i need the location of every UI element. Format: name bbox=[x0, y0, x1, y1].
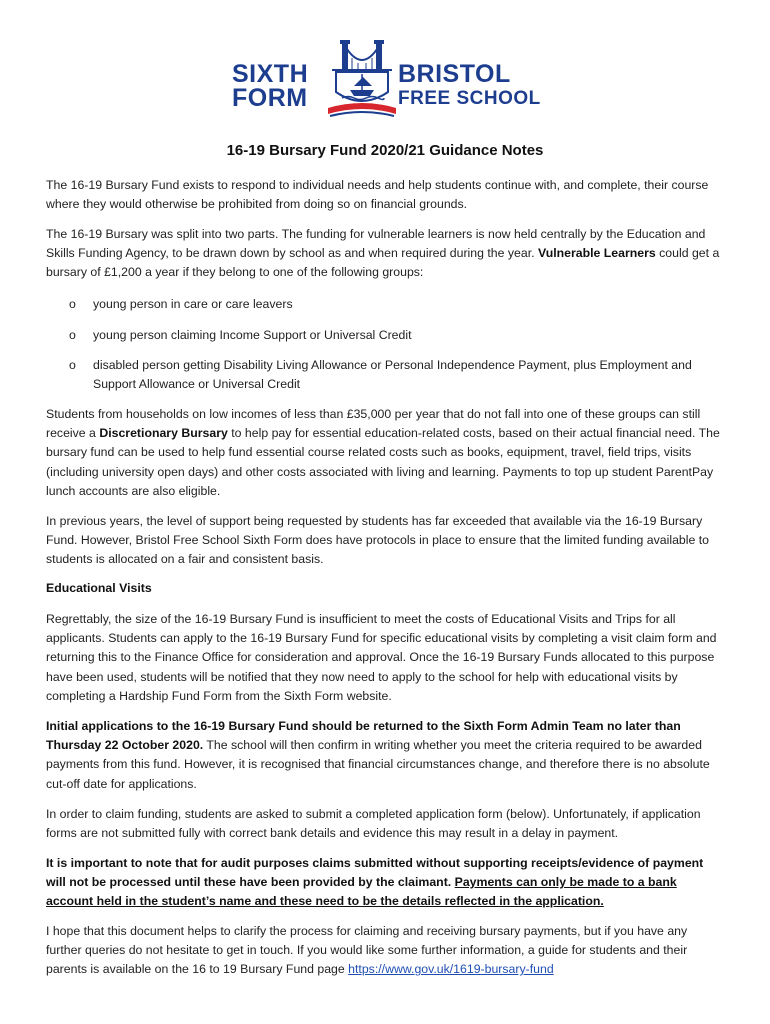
deadline-statement: Initial applications to the 16-19 Bursary Fund should be returned to the Sixth Form Admin Team no later than Thursday 22 October 2020. bbox=[46, 719, 681, 753]
paragraph-text: Students from households on low incomes of less than £35,000 per year that do not fall into one of these groups can still receive a bbox=[46, 407, 701, 441]
discretionary-bursary-term: Discretionary Bursary bbox=[99, 426, 228, 441]
list-item-text: disabled person getting Disability Living Allowance or Personal Independence Payment, plus Employment and Support Allowance or Universal Credit bbox=[93, 358, 692, 392]
discretionary-bursary-paragraph bbox=[46, 405, 726, 501]
bullet-marker: o bbox=[69, 297, 76, 311]
bullet-marker: o bbox=[69, 358, 76, 372]
logo-word-free-school: FREE SCHOOL bbox=[398, 88, 541, 109]
bank-account-statement: Payments can only be made to a bank account held in the student’s name and these need to be the details reflected in the application. bbox=[46, 875, 677, 909]
vulnerable-learners-paragraph bbox=[46, 225, 726, 283]
paragraph-text: I hope that this document helps to clarify the process for claiming and receiving bursary payments, but if you have any further queries do not hesitate to get in touch. If you would like some further information, a guide for students and their parents is available on the 16 to 19 Bursary Fund page bbox=[46, 924, 688, 977]
audit-paragraph bbox=[46, 854, 726, 912]
list-item-text: young person claiming Income Support or Universal Credit bbox=[93, 328, 412, 342]
paragraph-text: The school will then confirm in writing whether you meet the criteria required to be awarded payments from this fund. However, it is recognised that financial circumstances change, and therefore there is no absolute cut-off date for applications. bbox=[46, 738, 710, 791]
educational-visits-paragraph: Regrettably, the size of the 16-19 Bursary Fund is insufficient to meet the costs of Educational Visits and Trips for all applicants. Students can apply to the 16-19 Bursary Fund for specific educational visits by completing a visit claim form and returning this to the Finance Office for consideration and approval. Once the 16-19 Bursary Funds allocated to this purpose have been used, students will be notified that they now need to apply to the school for help with educational visits by completing a Hardship Fund Form from the Sixth Form website. bbox=[46, 612, 717, 703]
bullet-marker: o bbox=[69, 328, 76, 342]
document-title: 16-19 Bursary Fund 2020/21 Guidance Notes bbox=[226, 142, 544, 159]
paragraph-text: to help pay for essential education-related costs, based on their actual financial need. The bursary fund can be used to help fund essential course related costs such as books, equipment, travel, field trips, visits (including university open days) and other costs associated with living and learning. Payments to top up student ParentPay lunch accounts are also eligible. bbox=[46, 426, 720, 498]
deadline-paragraph bbox=[46, 717, 726, 794]
paragraph-text: could get a bursary of £1,200 a year if they belong to one of the following groups: bbox=[46, 246, 720, 280]
list-item-text: young person in care or care leavers bbox=[93, 297, 293, 311]
intro-paragraph: The 16-19 Bursary Fund exists to respond to individual needs and help students continue with, and complete, their course where they would otherwise be prohibited from doing so on financial grounds. bbox=[46, 178, 709, 212]
paragraph-text: The 16-19 Bursary was split into two parts. The funding for vulnerable learners is now held centrally by the Education and Skills Funding Agency, to be drawn down by school as and when required during the year. bbox=[46, 227, 706, 261]
allocation-paragraph: In previous years, the level of support being requested by students has far exceeded that available via the 16-19 Bursary Fund. However, Bristol Free School Sixth Form does have protocols in place to ensure that the limited funding available to students is allocated on a fair and consistent basis. bbox=[46, 514, 710, 567]
logo-word-sixth: SIXTH bbox=[232, 60, 309, 88]
bridge-ship-emblem-icon bbox=[328, 40, 396, 124]
audit-statement: It is important to note that for audit purposes claims submitted without supporting receipts/evidence of payment will not be processed until these have been provided by the claimant. bbox=[46, 856, 704, 890]
application-paragraph: In order to claim funding, students are asked to submit a completed application form (below). Unfortunately, if application forms are not submitted fully with correct bank details and evidence this may result in a delay in payment. bbox=[46, 807, 701, 841]
school-logo bbox=[228, 40, 542, 124]
closing-paragraph bbox=[46, 922, 726, 980]
educational-visits-heading: Educational Visits bbox=[46, 581, 152, 595]
vulnerable-learners-term: Vulnerable Learners bbox=[537, 246, 656, 261]
logo-word-bristol: BRISTOL bbox=[398, 60, 511, 88]
logo-word-form: FORM bbox=[232, 84, 308, 112]
bursary-fund-link[interactable]: https://www.gov.uk/1619-bursary-fund bbox=[348, 962, 554, 977]
